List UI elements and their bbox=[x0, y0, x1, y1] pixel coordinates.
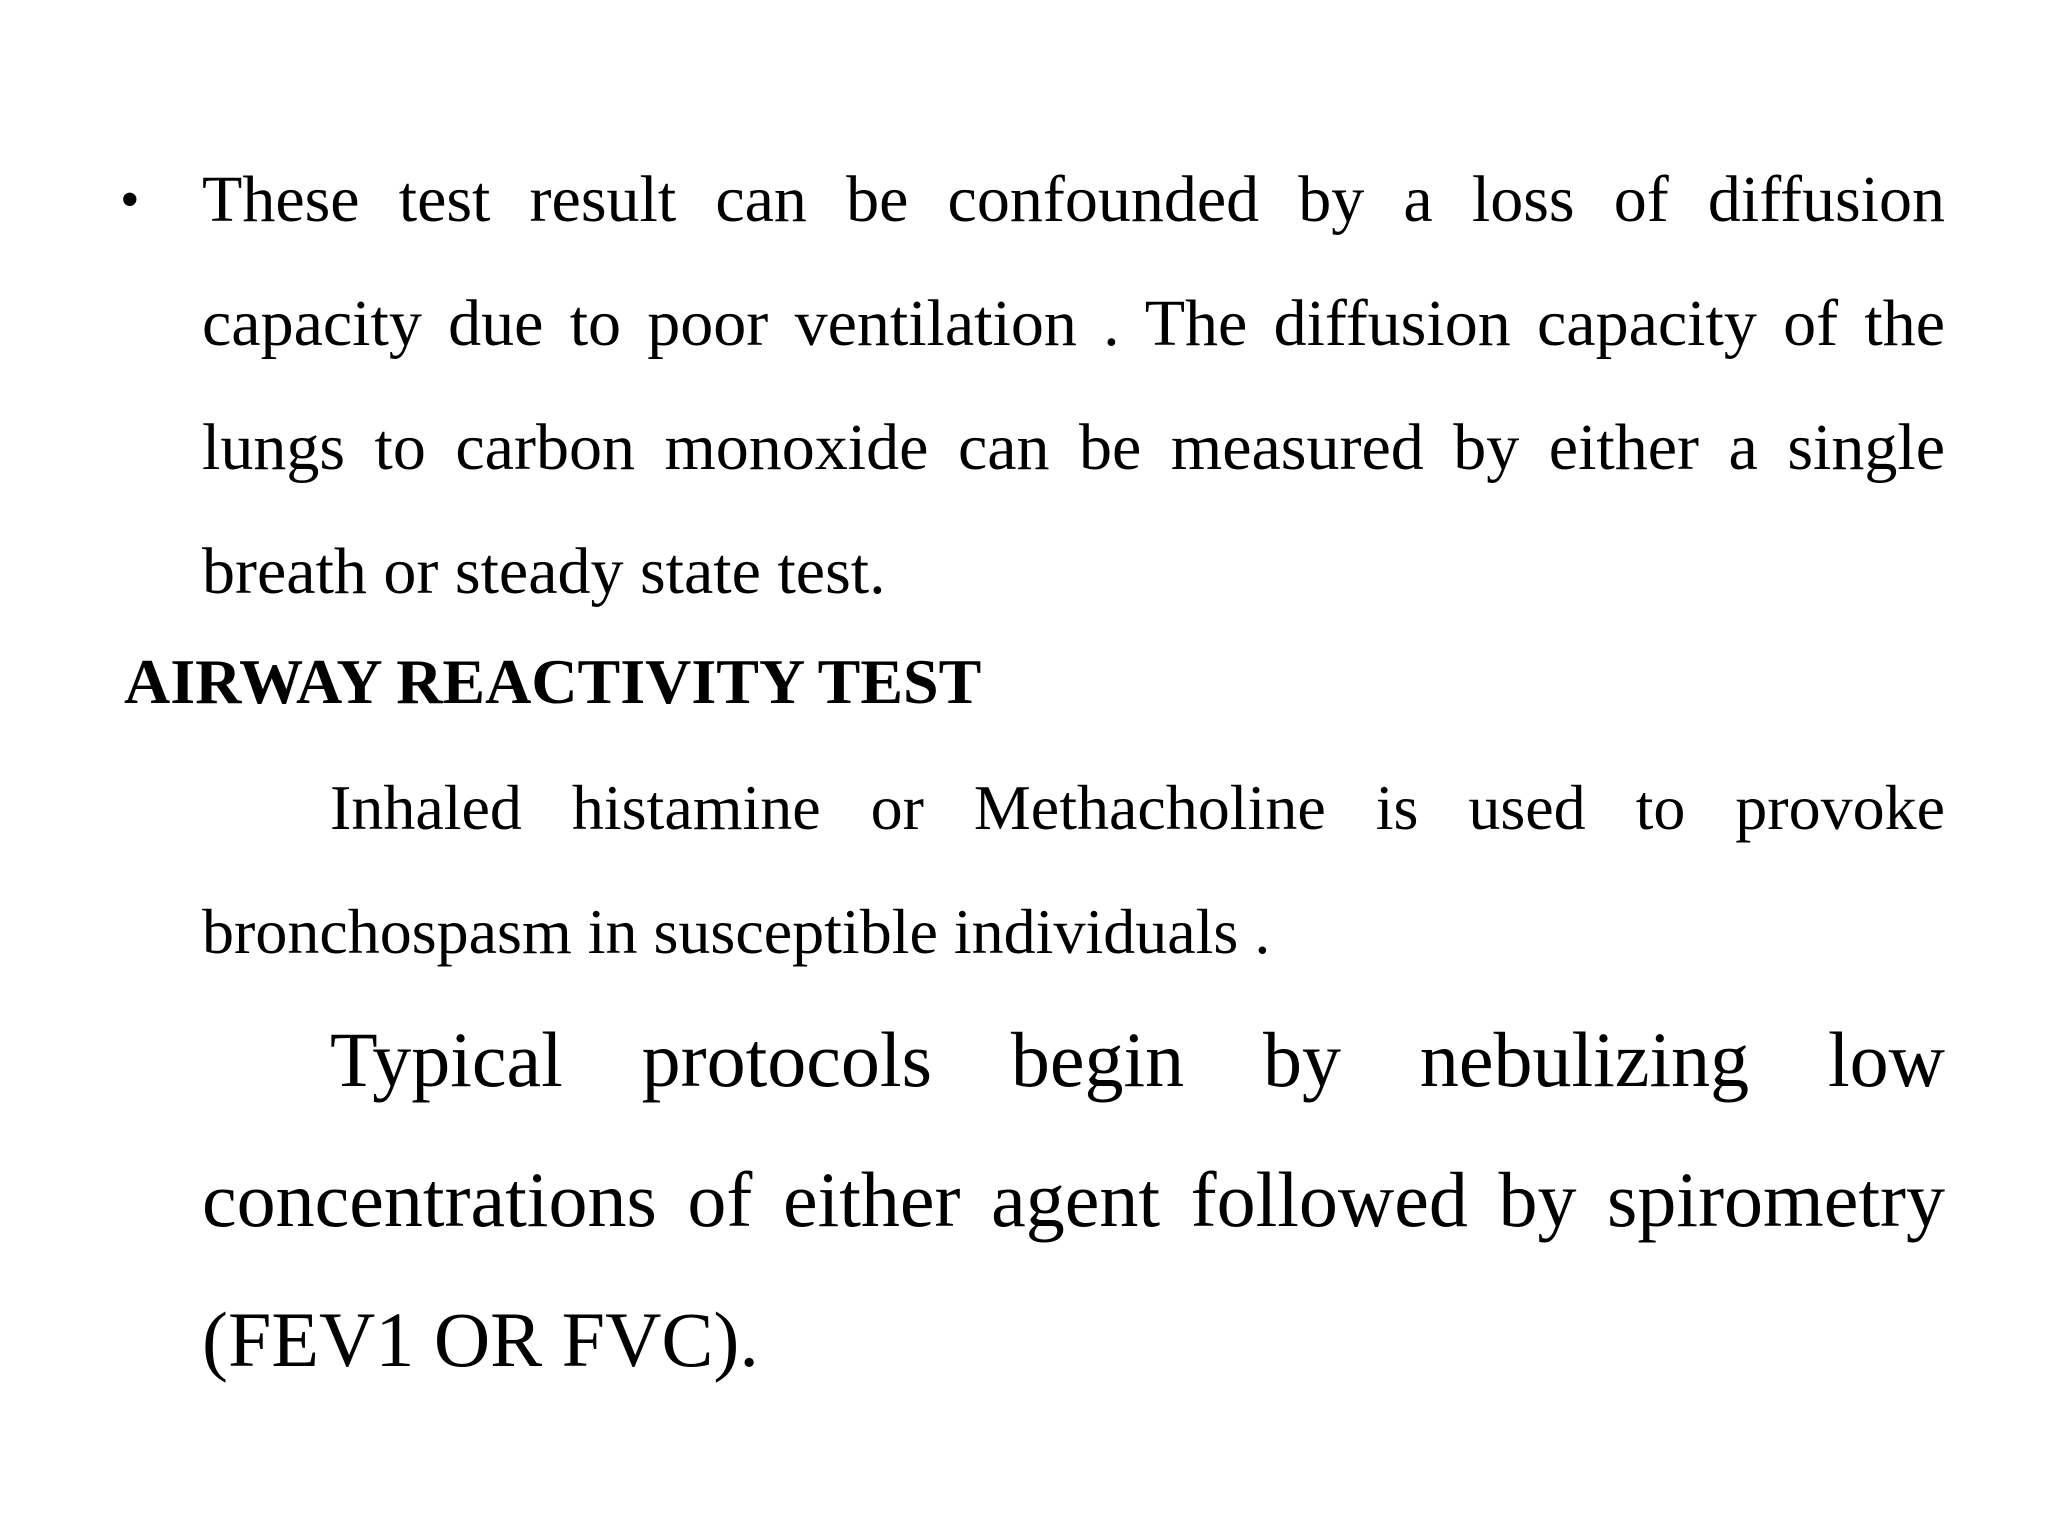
bullet-dot-icon: • bbox=[120, 169, 140, 231]
bullet-text: These test result can be confounded by a loss of diffusion capacity due to poor ventilation . The diffusion capacity of the lungs to carbon monoxide can be measured by either a single breath or steady state test. bbox=[202, 163, 1945, 608]
paragraph-protocols: Typical protocols begin by nebulizing low concentrations of either agent followed by spirometry (FEV1 OR FVC). bbox=[202, 1016, 1945, 1383]
paragraph-histamine: Inhaled histamine or Methacholine is used to provoke bronchospasm in susceptible individuals . bbox=[202, 772, 1945, 967]
section-heading: AIRWAY REACTIVITY TEST bbox=[124, 646, 982, 717]
